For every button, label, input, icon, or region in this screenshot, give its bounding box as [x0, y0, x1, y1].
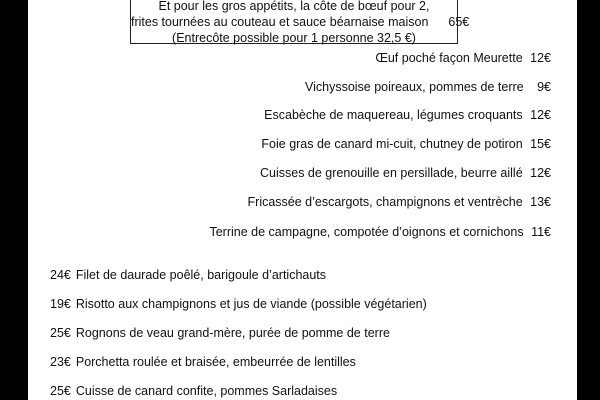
entree-price: 12€	[530, 51, 551, 65]
plat-name: Filet de daurade poêlé, barigoule d’artichauts	[75, 268, 327, 282]
entree-name: Vichyssoise poireaux, pommes de terre	[304, 80, 524, 94]
entree-name: Œuf poché façon Meurette	[375, 51, 523, 65]
entree-item	[209, 225, 551, 239]
entree-item	[248, 195, 551, 209]
entree-price: 11€	[531, 225, 551, 239]
entree-name: Cuisses de grenouille en persillade, beurre aillé	[260, 166, 523, 180]
entree-name: Foie gras de canard mi-cuit, chutney de potiron	[261, 137, 523, 151]
entree-price: 13€	[530, 195, 551, 209]
entree-name: Escabèche de maquereau, légumes croquants	[264, 108, 523, 122]
box-line-1: Et pour les gros appétits, la côte de bœuf pour 2,	[158, 0, 430, 13]
plat-name: Rognons de veau grand-mère, purée de pomme de terre	[75, 326, 390, 340]
cote-de-boeuf-box	[130, 0, 470, 45]
box-line-2	[131, 14, 470, 30]
plat-item	[50, 355, 356, 369]
plat-item	[50, 268, 326, 282]
plat-item	[50, 326, 390, 340]
plat-name: Risotto aux champignons et jus de viande (possible végétarien)	[75, 297, 427, 311]
entree-item	[375, 51, 551, 65]
entree-price: 9€	[537, 80, 551, 94]
entree-name: Fricassée d’escargots, champignons et ventrèche	[247, 195, 523, 209]
entree-price: 12€	[530, 108, 551, 122]
plat-price: 24€	[50, 268, 71, 282]
plat-name: Porchetta roulée et braisée, embeurrée de lentilles	[75, 355, 356, 369]
entree-price: 12€	[530, 166, 551, 180]
plat-item	[50, 384, 337, 398]
entree-name: Terrine de campagne, compotée d’oignons et cornichons	[209, 225, 524, 239]
box-line-2-price: 65€	[448, 15, 470, 29]
box-line-2-text: frites tournées au couteau et sauce béarnaise maison	[131, 15, 429, 29]
plat-name: Cuisse de canard confite, pommes Sarladaises	[75, 384, 338, 398]
entree-item	[264, 108, 551, 122]
box-line-3: (Entrecôte possible pour 1 personne 32,5 €)	[172, 31, 416, 45]
entree-price: 15€	[530, 137, 551, 151]
plat-price: 23€	[50, 355, 71, 369]
plat-price: 25€	[50, 326, 71, 340]
entree-item	[261, 137, 551, 151]
entree-item	[260, 166, 551, 180]
plat-price: 25€	[50, 384, 71, 398]
entree-item	[305, 80, 551, 94]
plat-price: 19€	[50, 297, 71, 311]
menu-page	[28, 0, 577, 400]
plat-item	[50, 297, 427, 311]
